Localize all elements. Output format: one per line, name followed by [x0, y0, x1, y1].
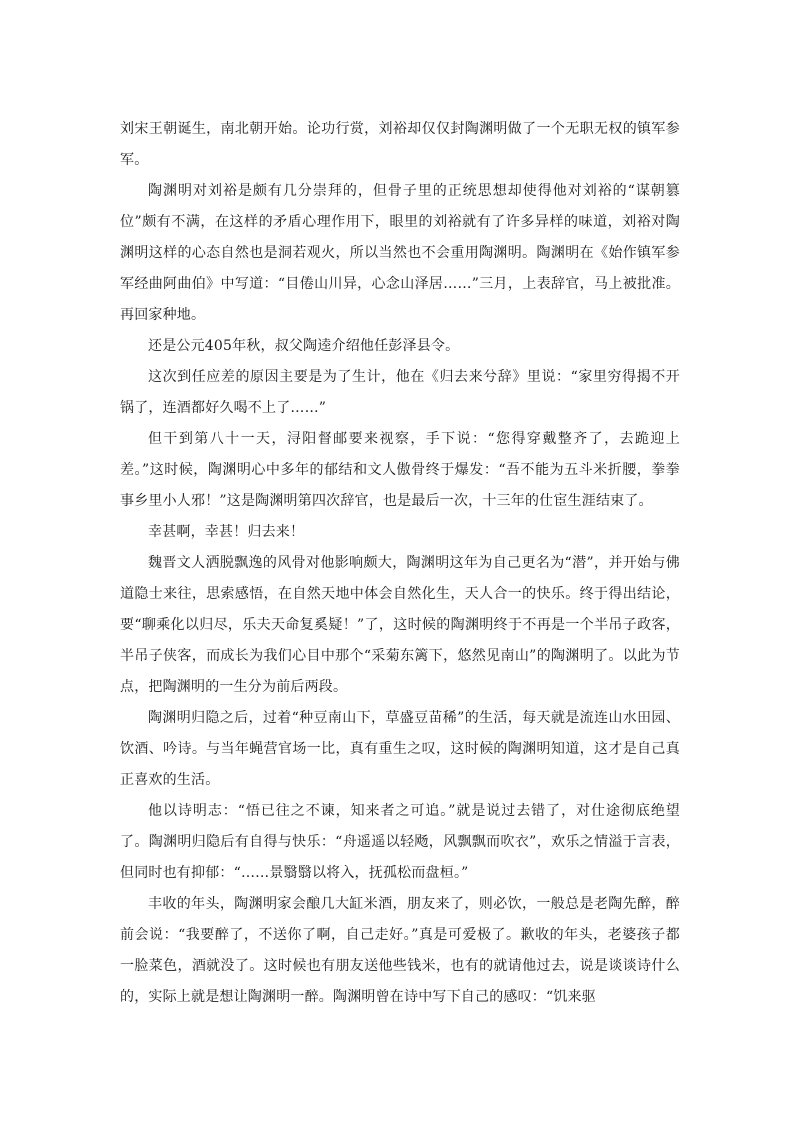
paragraph: 魏晋文人洒脱飘逸的风骨对他影响颇大，陶渊明这年为自己更名为“潜”，并开始与佛道隐士来往，思索感悟，在自然天地中体会自然化生，天人合一的快乐。终于得出结论，要“聊乘化以归尽，乐夫天命复奚疑！”了，这时候的陶渊明终于不再是一个半吊子政客，半吊子侠客，而成长为我们心目中那个“采菊东篱下，悠然见南山”的陶渊明了。以此为节点，把陶渊明的一生分为前后两段。: [120, 555, 680, 695]
document-page: [120, 114, 680, 1013]
paragraph: 丰收的年头，陶渊明家会酿几大缸米酒，朋友来了，则必饮，一般总是老陶先醉，醉前会说：“我要醉了，不送你了啊，自己走好。”真是可爱极了。歉收的年头，老婆孩子都一脸菜色，酒就没了。这时候也有朋友送他些钱米，也有的就请他过去，说是谈谈诗什么的，实际上就是想让陶渊明一醉。陶渊明曾在诗中写下自己的感叹：“饥来驱: [120, 896, 680, 1005]
paragraph: 还是公元405年秋，叔父陶逵介绍他任彭泽县令。: [148, 338, 460, 354]
paragraph: 刘宋王朝诞生，南北朝开始。论功行赏，刘裕却仅仅封陶渊明做了一个无职无权的镇军参军。: [120, 121, 680, 168]
paragraph: 陶渊明对刘裕是颇有几分崇拜的，但骨子里的正统思想却使得他对刘裕的“谋朝篡位”颇有不满，在这样的矛盾心理作用下，眼里的刘裕就有了许多异样的味道，刘裕对陶渊明这样的心态自然也是洞若观火，所以当然也不会重用陶渊明。陶渊明在《始作镇军参军经曲阿曲伯》中写道：“目倦山川异，心念山泽居……”三月，上表辞官，马上被批准。再回家种地。: [120, 183, 680, 323]
paragraph: 陶渊明归隐之后，过着“种豆南山下，草盛豆苗稀”的生活，每天就是流连山水田园、饮酒、吟诗。与当年蝇营官场一比，真有重生之叹，这时候的陶渊明知道，这才是自己真正喜欢的生活。: [120, 710, 680, 788]
paragraph: 幸甚啊，幸甚！归去来！: [148, 524, 305, 540]
paragraph: 他以诗明志：“悟已往之不谏，知来者之可追。”就是说过去错了，对仕途彻底绝望了。陶渊明归隐后有自得与快乐：“舟遥遥以轻飏，风飘飘而吹衣”，欢乐之情溢于言表，但同时也有抑郁：“……景翳翳以将入，抚孤松而盘桓。”: [120, 803, 680, 881]
paragraph: 这次到任应差的原因主要是为了生计，他在《归去来兮辞》里说：“家里穷得揭不开锅了，连酒都好久喝不上了……”: [120, 369, 680, 416]
paragraph: 但干到第八十一天，浔阳督邮要来视察，手下说：“您得穿戴整齐了，去跪迎上差。”这时候，陶渊明心中多年的郁结和文人傲骨终于爆发：“吾不能为五斗米折腰，拳拳事乡里小人邪！”这是陶渊明第四次辞官，也是最后一次，十三年的仕宦生涯结束了。: [120, 431, 680, 509]
